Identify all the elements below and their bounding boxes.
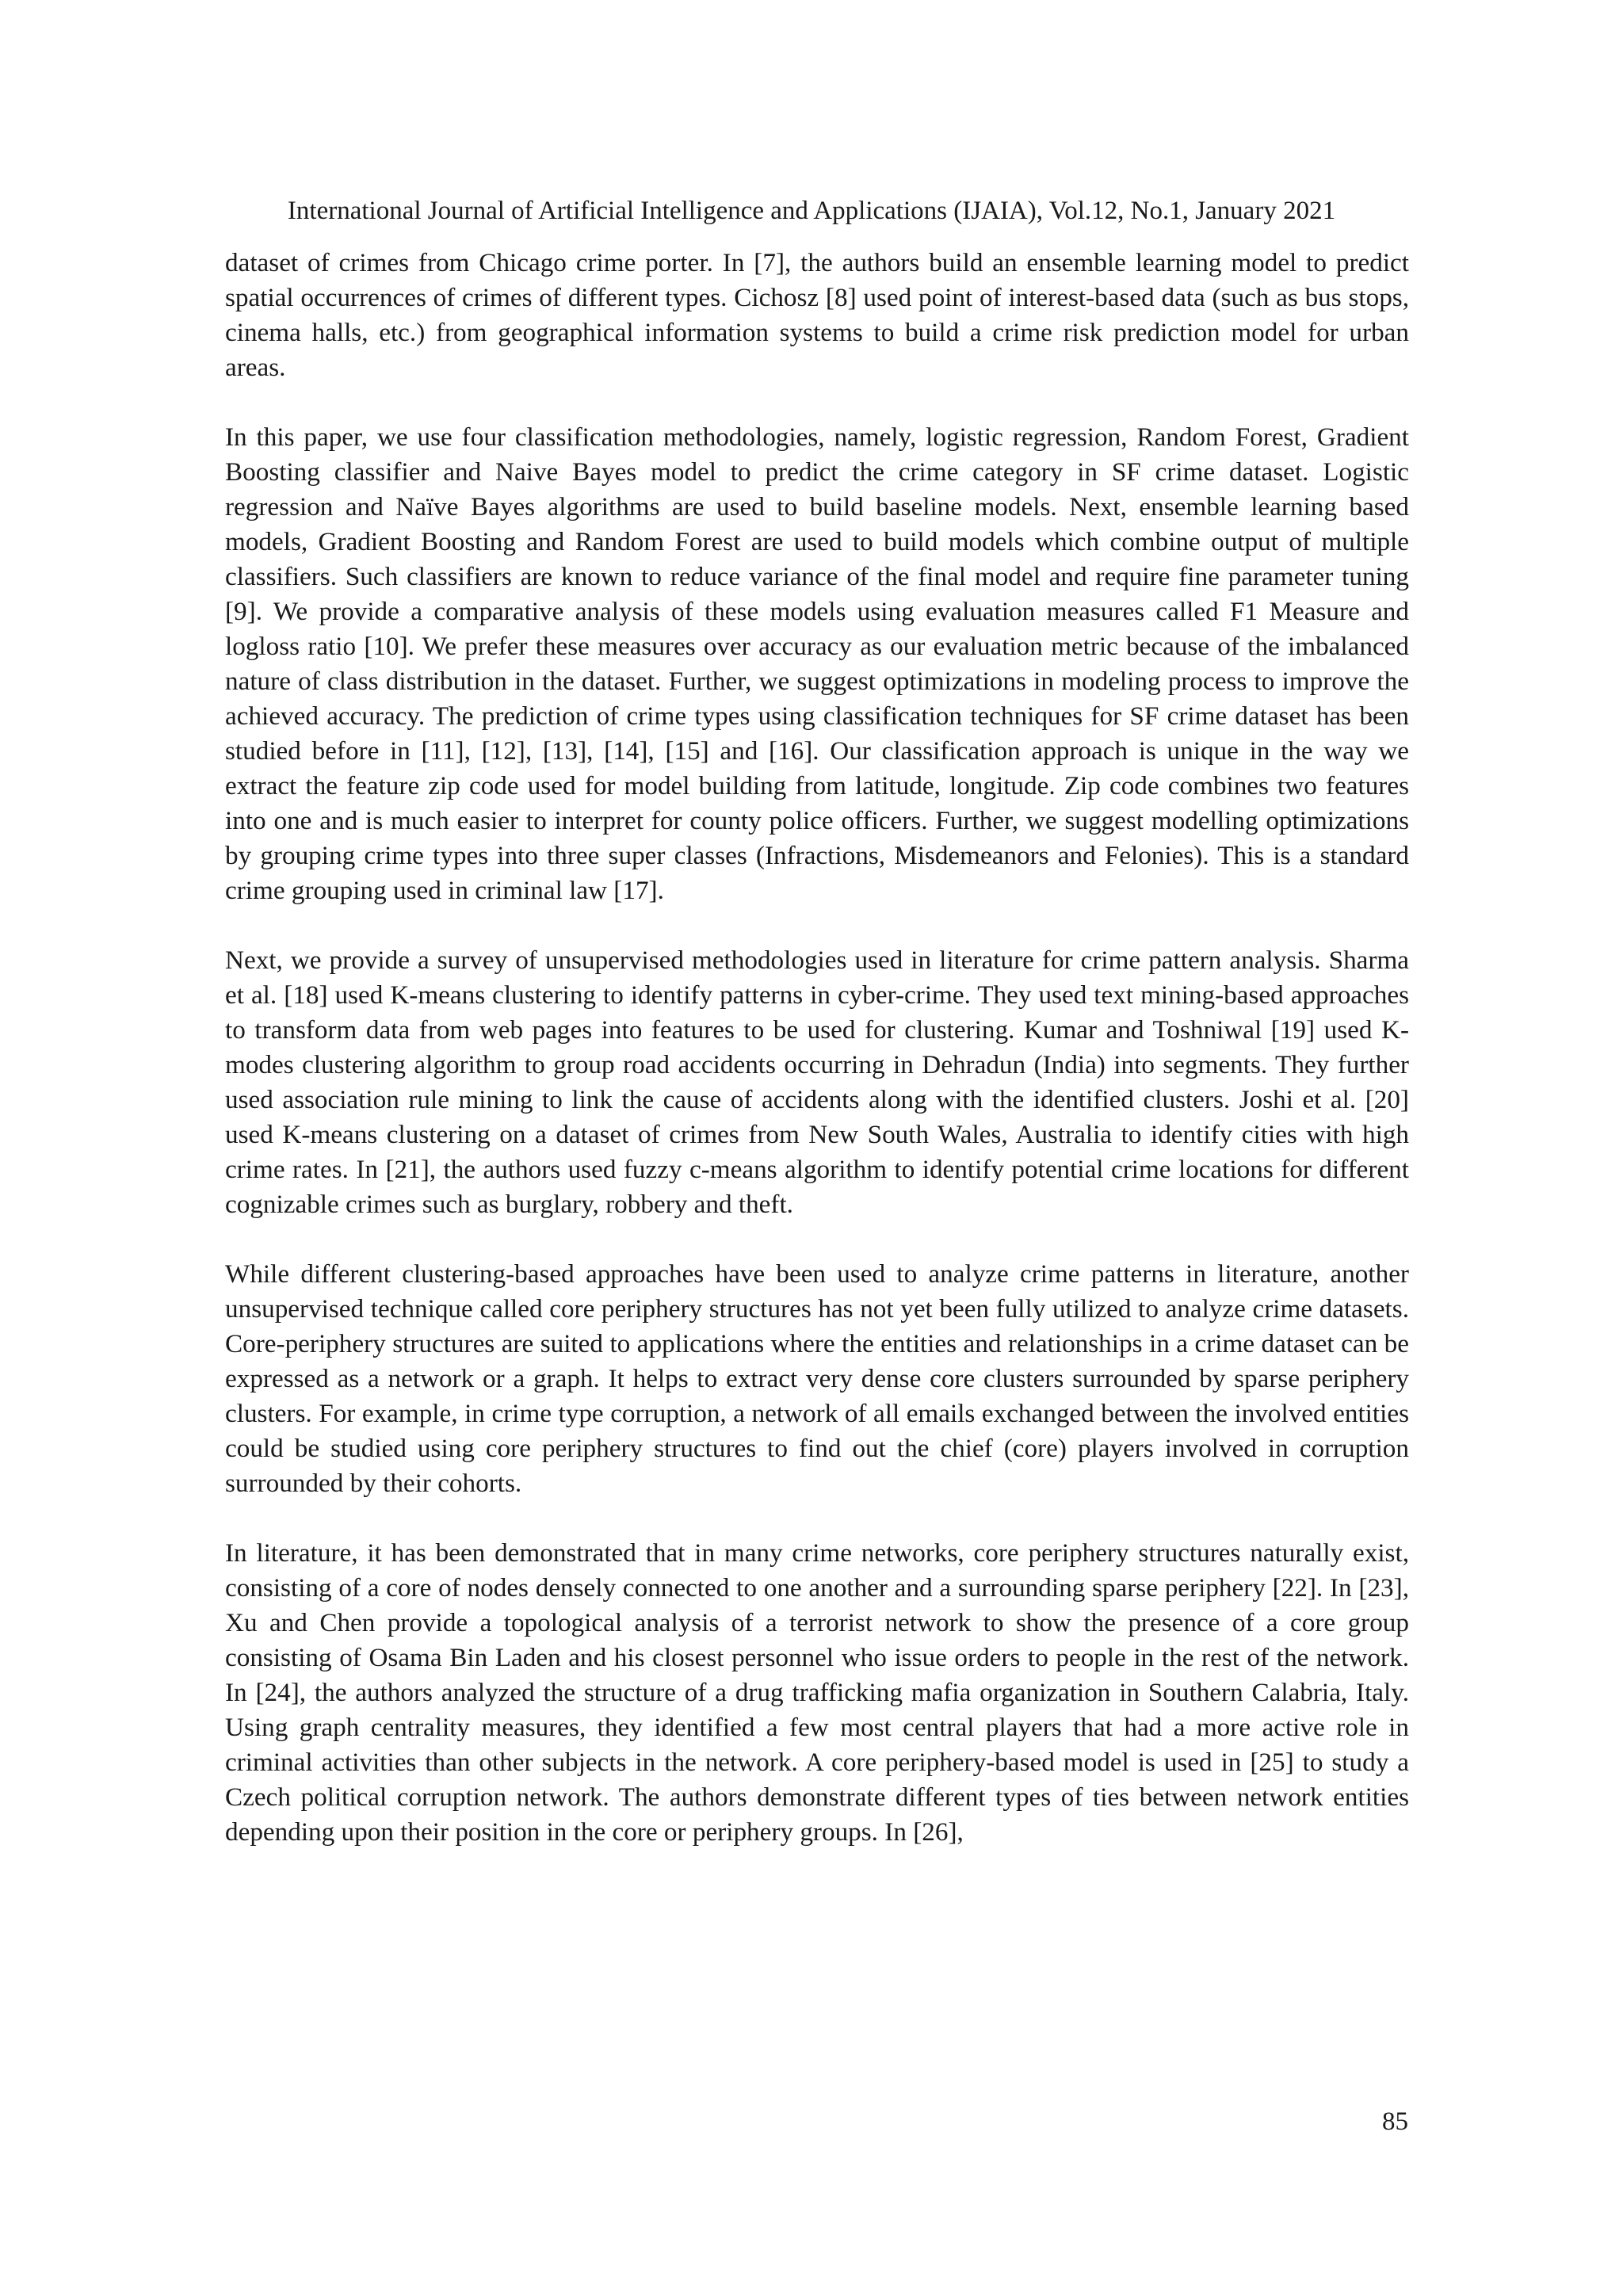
paragraph: dataset of crimes from Chicago crime porter. In [7], the authors build an ensemble learning model to predict spatial occurrences of crimes of different types. Cichosz [8] used point of interest-based data (such as bus stops, cinema halls, etc.) from geographical information systems to build a crime risk prediction model for urban areas. <box>225 248 1409 382</box>
paragraph: In literature, it has been demonstrated that in many crime networks, core periphery structures naturally exist, consisting of a core of nodes densely connected to one another and a surrounding sparse periphery [22]. In [23], Xu and Chen provide a topological analysis of a terrorist network to show the presence of a core group consisting of Osama Bin Laden and his closest personnel who issue orders to people in the rest of the network. In [24], the authors analyzed the structure of a drug trafficking mafia organization in Southern Calabria, Italy. Using graph centrality measures, they identified a few most central players that had a more active role in criminal activities than other subjects in the network. A core periphery-based model is used in [25] to study a Czech political corruption network. The authors demonstrate different types of ties between network entities depending upon their position in the core or periphery groups. In [26], <box>225 1538 1409 1847</box>
page-number: 85 <box>1382 2107 1408 2136</box>
paragraph: In this paper, we use four classification methodologies, namely, logistic regression, Random Forest, Gradient Boosting classifier and Naive Bayes model to predict the crime category in SF crime dataset. Logistic regression and Naïve Bayes algorithms are used to build baseline models. Next, ensemble learning based models, Gradient Boosting and Random Forest are used to build models which combine output of multiple classifiers. Such classifiers are known to reduce variance of the final model and require fine parameter tuning [9]. We provide a comparative analysis of these models using evaluation measures called F1 Measure and logloss ratio [10]. We prefer these measures over accuracy as our evaluation metric because of the imbalanced nature of class distribution in the dataset. Further, we suggest optimizations in modeling process to improve the achieved accuracy. The prediction of crime types using classification techniques for SF crime dataset has been studied before in [11], [12], [13], [14], [15] and [16]. Our classification approach is unique in the way we extract the feature zip code used for model building from latitude, longitude. Zip code combines two features into one and is much easier to interpret for county police officers. Further, we suggest modelling optimizations by grouping crime types into three super classes (Infractions, Misdemeanors and Felonies). This is a standard crime grouping used in criminal law [17]. <box>225 422 1409 905</box>
paragraph: Next, we provide a survey of unsupervised methodologies used in literature for crime pattern analysis. Sharma et al. [18] used K-means clustering to identify patterns in cyber-crime. They used text mining-based approaches to transform data from web pages into features to be used for clustering. Kumar and Toshniwal [19] used K-modes clustering algorithm to group road accidents occurring in Dehradun (India) into segments. They further used association rule mining to link the cause of accidents along with the identified clusters. Joshi et al. [20] used K-means clustering on a dataset of crimes from New South Wales, Australia to identify cities with high crime rates. In [21], the authors used fuzzy c-means algorithm to identify potential crime locations for different cognizable crimes such as burglary, robbery and theft. <box>225 946 1409 1219</box>
body-text <box>225 246 1409 1850</box>
paragraph: While different clustering-based approaches have been used to analyze crime patterns in literature, another unsupervised technique called core periphery structures has not yet been fully utilized to analyze crime datasets. Core-periphery structures are suited to applications where the entities and relationships in a crime dataset can be expressed as a network or a graph. It helps to extract very dense core clusters surrounded by sparse periphery clusters. For example, in crime type corruption, a network of all emails exchanged between the involved entities could be studied using core periphery structures to find out the chief (core) players involved in corruption surrounded by their cohorts. <box>225 1259 1409 1498</box>
running-header: International Journal of Artificial Intelligence and Applications (IJAIA), Vol.12, No.1, January 2021 <box>287 197 1336 225</box>
